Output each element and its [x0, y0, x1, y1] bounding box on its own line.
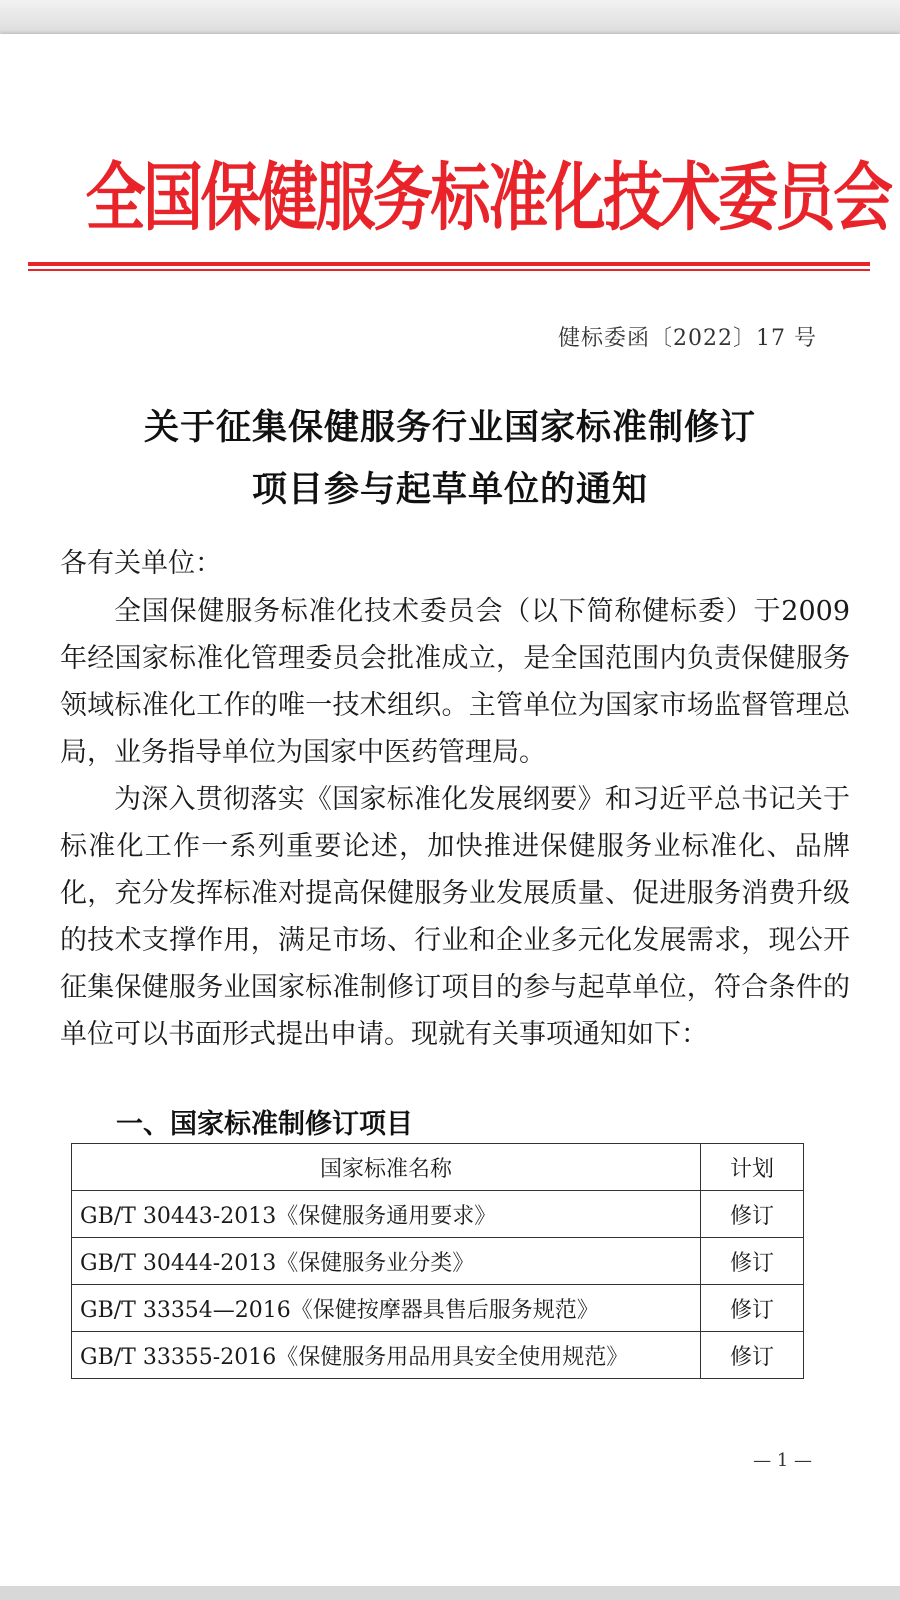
standard-plan: 修订: [701, 1238, 804, 1285]
letterhead-rule-thin: [28, 269, 870, 271]
page-number: — 1 —: [753, 1450, 812, 1471]
standard-name: GB/T 33355-2016《保健服务用品用具安全使用规范》: [72, 1332, 701, 1379]
viewer-top-bar: [0, 0, 900, 34]
table-row: [72, 1238, 804, 1285]
standard-plan: 修订: [701, 1285, 804, 1332]
table-row: [72, 1191, 804, 1238]
column-header-plan: 计划: [701, 1144, 804, 1191]
notice-title-line2: 项目参与起草单位的通知: [251, 469, 648, 510]
paragraph-introduction: 全国保健服务标准化技术委员会（以下简称健标委）于2009 年经国家标准化管理委员会批准成立，是全国范围内负责保健服务领域标准化工作的唯一技术组织。主管单位为国家市场监督管理总局，业务指导单位为国家中医药管理局。: [60, 596, 850, 768]
paragraph-purpose: 为深入贯彻落实《国家标准化发展纲要》和习近平总书记关于标准化工作一系列重要论述，加快推进保健服务业标准化、品牌化，充分发挥标准对提高保健服务业发展质量、促进服务消费升级的技术支撑作用，满足市场、行业和企业多元化发展需求，现公开征集保健服务业国家标准制修订项目的参与起草单位，符合条件的单位可以书面形式提出申请。现就有关事项通知如下：: [60, 784, 850, 1050]
table-row: [72, 1285, 804, 1332]
standard-name: GB/T 33354—2016《保健按摩器具售后服务规范》: [72, 1285, 701, 1332]
letterhead-rule-thick: [28, 262, 870, 266]
viewer-bottom-bar: [0, 1586, 900, 1600]
column-header-name: 国家标准名称: [72, 1144, 701, 1191]
standards-table: [71, 1143, 804, 1379]
notice-title-line1: 关于征集保健服务行业国家标准制修订: [143, 407, 756, 448]
section-heading-1: 一、国家标准制修订项目: [116, 1109, 413, 1140]
table-row: [72, 1332, 804, 1379]
document-number: 健标委函〔2022〕17 号: [558, 326, 817, 351]
letterhead-organization: 全国保健服务标准化技术委员会: [85, 155, 891, 241]
standard-name: GB/T 30443-2013《保健服务通用要求》: [72, 1191, 701, 1238]
standard-name: GB/T 30444-2013《保健服务业分类》: [72, 1238, 701, 1285]
salutation: 各有关单位：: [60, 548, 222, 579]
table-header-row: [72, 1144, 804, 1191]
standard-plan: 修订: [701, 1332, 804, 1379]
standard-plan: 修订: [701, 1191, 804, 1238]
